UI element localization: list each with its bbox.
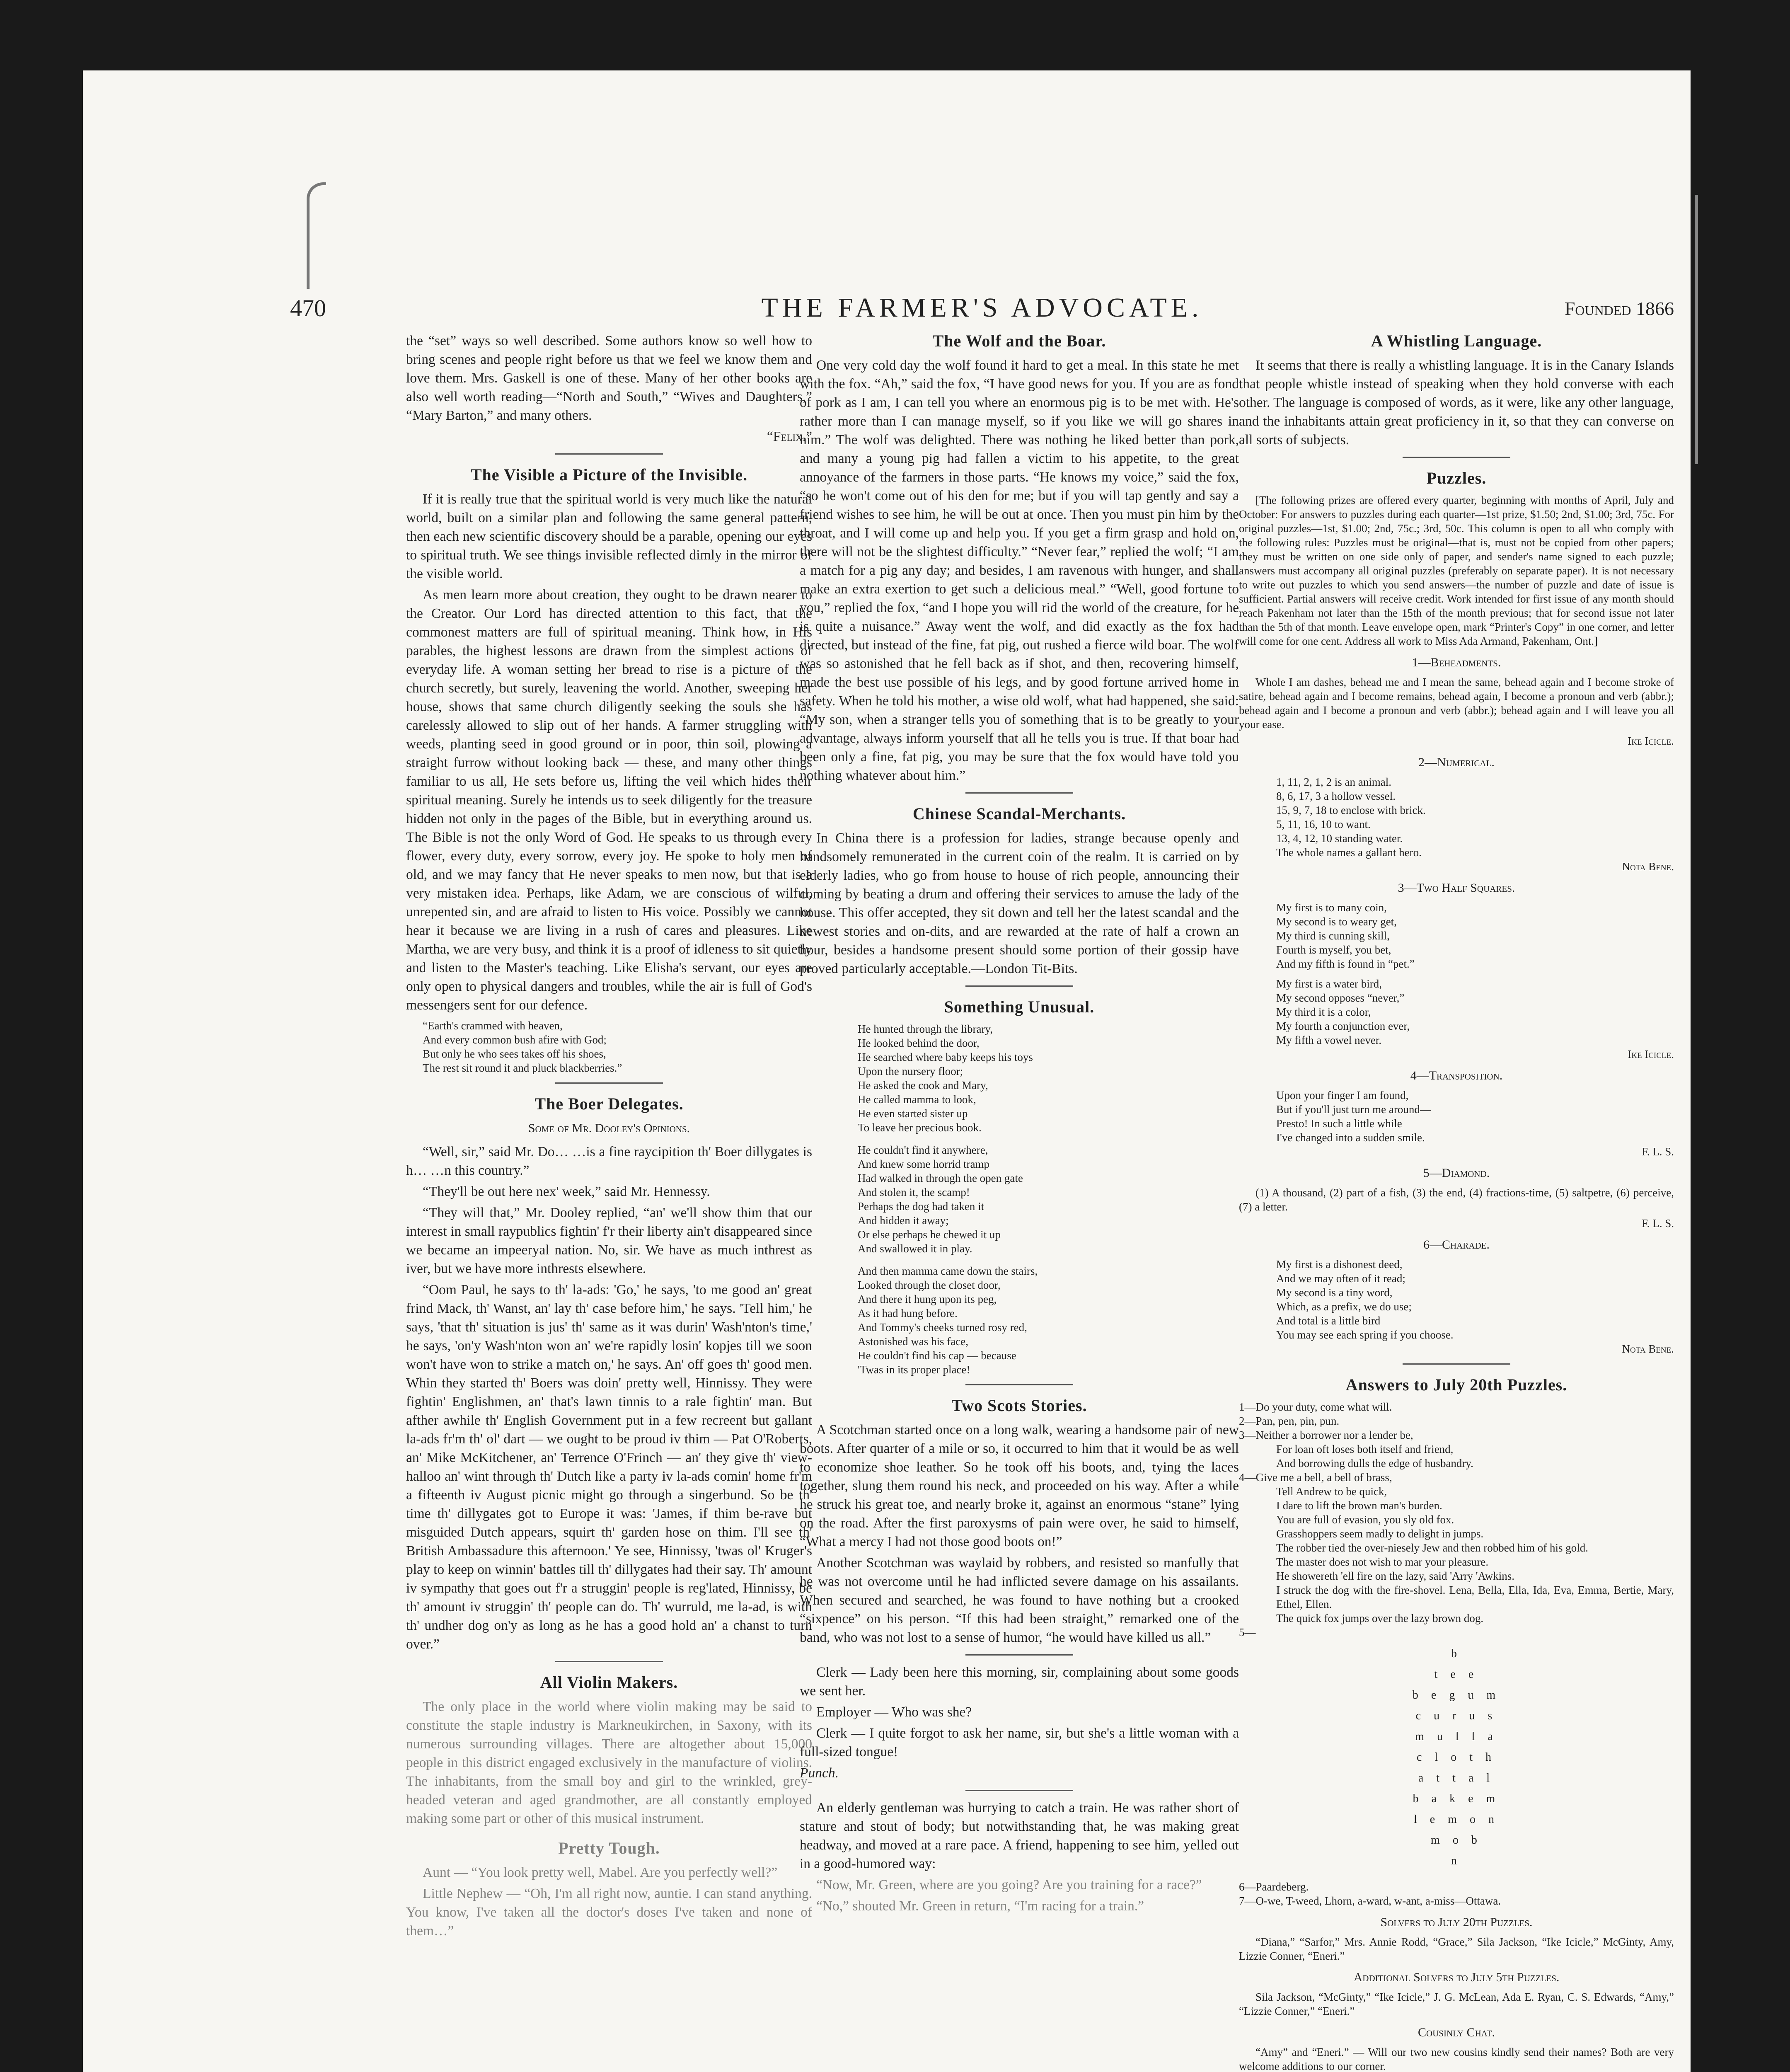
verse-line: Perhaps the dog had taken it: [858, 1200, 984, 1213]
puzzle-text: (1) A thousand, (2) part of a fish, (3) the end, (4) fractions-time, (5) saltpetre, (6) perceive, (7) a letter.: [1239, 1186, 1674, 1213]
divider: [1403, 1363, 1510, 1365]
paragraph: “Amy” and “Eneri.” — Will our two new cousins kindly send their names? Both are very welcome additions to our corner.: [1239, 2046, 1674, 2072]
puzzle-line: My third is cunning skill,: [1276, 929, 1390, 942]
diamond-row: c l o t h: [1417, 1751, 1496, 1764]
puzzle-line: 8, 6, 17, 3 a hollow vessel.: [1276, 790, 1396, 802]
verse-line: And hidden it away;: [858, 1214, 949, 1227]
puzzle-heading: 4—Transposition.: [1410, 1069, 1503, 1082]
paragraph: “Well, sir,” said Mr. Do… …is a fine raycipition th' Boer dillygates is h… …n this country.”: [406, 1144, 812, 1178]
answer-label: 5—: [1239, 1626, 1256, 1639]
solvers-heading: Solvers to July 20th Puzzles.: [1380, 1915, 1533, 1929]
puzzle-heading: 6—Charade.: [1423, 1238, 1490, 1251]
paragraph: The only place in the world where violin making may be said to constitute the staple industry is Markneukirchen, in Saxony, with its numerous surrounding villages. There are altogether about 15,000 people in this district engaged exclusively in the manufacture of violins. The inhabitants, from the small boy and girl to the wrinkled, grey-headed veteran and aged grandmother, are all constantly employed making some part or other of this musical instrument.: [406, 1699, 812, 1826]
quoted-verse: [423, 1019, 812, 1075]
signature: Ike Icicle.: [1628, 1048, 1674, 1060]
answer-line: Tell Andrew to be quick,: [1276, 1485, 1387, 1498]
diamond-answer: [1239, 1644, 1674, 1871]
verse-line: He asked the cook and Mary,: [858, 1079, 988, 1092]
paragraph: Employer — Who was she?: [816, 1704, 972, 1720]
signature: “Felix.”: [767, 429, 812, 444]
verse-line: And knew some horrid tramp: [858, 1158, 989, 1170]
column-2: [800, 332, 1239, 1918]
paragraph: It seems that there is really a whistling language. It is in the Canary Islands that people whistle instead of speaking when they hold converse with each other. The language is composed of words, as it were, like any other language, and the inhabitants attain great proficiency in it, so that they can converse on all sorts of subjects.: [1239, 358, 1674, 448]
puzzle-line: You may see each spring if you choose.: [1276, 1329, 1454, 1341]
verse-line: As it had hung before.: [858, 1307, 958, 1319]
puzzle-lines: [1239, 775, 1674, 859]
puzzle-line: Fourth is myself, you bet,: [1276, 944, 1391, 956]
verse-line: He searched where baby keeps his toys: [858, 1051, 1033, 1063]
paragraph: As men learn more about creation, they ought to be drawn nearer to the Creator. Our Lord has directed attention to this fact, that the commonest matters are full of spiritual meaning. Think how, in His parables, the highest lessons are drawn from the simplest actions of everyday life. A woman setting her bread to rise is a picture of the church secretly, but surely, leavening the world. Another, sweeping her house, shows that same church diligently seeking the souls she has carelessly allowed to slip out of her hands. A farmer struggling with weeds, planting seed in good ground or in poor, thin soil, plowing a straight furrow without looking back — these, and many other things familiar to us all, He sets before us, lifting the veil which hides their spiritual meaning. Surely he intends us to seek diligently for the treasure hidden not only in the pages of the Bible, but in everything around us. The Bible is not the only Word of God. He speaks to us through every flower, every duty, every sorrow, every joy. He spoke to holy men of old, and we may fancy that He never speaks to men now, but that is a very mistaken idea. Perhaps, like Adam, we are conscious of wilful, unrepented sin, and are afraid to listen to His voice. Possibly we cannot hear it because we are living in a rush of cares and pleasures. Like Martha, we are very busy, and think it is a proof of idleness to sit quietly and listen to the Master's teaching. Like Elisha's servant, our eyes are only open to physical dangers and troubles, while the air is full of God's messengers sent for our defence.: [406, 587, 812, 1013]
answer-line: The robber tied the over-niesely Jew and then robbed him of his gold.: [1276, 1542, 1589, 1554]
diamond-row: n: [1451, 1854, 1462, 1867]
verse-line: And stolen it, the scamp!: [858, 1186, 970, 1198]
paragraph: Another Scotchman was waylaid by robbers, and resisted so manfully that he was not overcome until he had inflicted severe damage on his assailants. When secured and searched, he was found to have nothing but a crooked “sixpence” on his person. “If this had been straight,” remarked one of the band, who was not lost to a sense of humor, “he would have killed us all.”: [800, 1555, 1239, 1645]
diamond-row: b a k e m: [1413, 1792, 1500, 1805]
verse-line: Or else perhaps he chewed it up: [858, 1228, 1001, 1241]
founded-label: Founded 1866: [1564, 298, 1674, 319]
verse-line: He looked behind the door,: [858, 1037, 980, 1049]
verse-line: He hunted through the library,: [858, 1023, 993, 1035]
article-title-violin: All Violin Makers.: [540, 1673, 678, 1692]
answer-line: 4—Give me a bell, a bell of brass,: [1239, 1471, 1392, 1484]
puzzle-line: The whole names a gallant hero.: [1276, 846, 1422, 859]
answer-line: I dare to lift the brown man's burden.: [1276, 1499, 1442, 1512]
masthead-title: THE FARMER'S ADVOCATE.: [761, 293, 1203, 323]
section-title-answers: Answers to July 20th Puzzles.: [1345, 1375, 1567, 1394]
verse-line: And then mamma came down the stairs,: [858, 1265, 1038, 1277]
paragraph: An elderly gentleman was hurrying to catch a train. He was rather short of stature and stout of body; but notwithstanding that, he was making great headway, and moved at a rare pace. A friend, happening to see him, yelled out in a good-humored way:: [800, 1800, 1239, 1871]
puzzle-line: My second opposes “never,”: [1276, 992, 1405, 1004]
diamond-row: b e g u m: [1412, 1689, 1501, 1702]
verse-line: “Earth's crammed with heaven,: [423, 1019, 563, 1032]
diamond-row: b: [1451, 1647, 1462, 1660]
article-title-whistling: A Whistling Language.: [1371, 332, 1542, 350]
verse-line: He couldn't find his cap — because: [858, 1349, 1016, 1362]
verse-line: He couldn't find it anywhere,: [858, 1144, 988, 1156]
solvers-list: Sila Jackson, “McGinty,” “Ike Icicle,” J. G. McLean, Ada E. Ryan, C. S. Edwards, “Amy,” “Lizzie Conner,” “Eneri.”: [1239, 1991, 1674, 2017]
answer-line: 2—Pan, pen, pin, pun.: [1239, 1415, 1340, 1427]
verse-line: He even started sister up: [858, 1107, 968, 1120]
puzzle-line: My first is a dishonest deed,: [1276, 1258, 1403, 1271]
paragraph: Clerk — I quite forgot to ask her name, sir, but she's a little woman with a full-sized tongue!: [800, 1726, 1239, 1760]
puzzle-line: 15, 9, 7, 18 to enclose with brick.: [1276, 804, 1426, 816]
puzzle-lines: [1239, 1088, 1674, 1145]
paragraph: A Scotchman started once on a long walk, wearing a handsome pair of new boots. After quarter of a mile or so, it occurred to him that it would be as well to economize shoe leather. So he took off his boots, and, tying the laces together, slung them round his neck, and proceeded on his way. After a while he struck his great toe, and nearly broke it, against an enormous “stane” lying on the road. After the first paroxysms of pain were over, he said to himself, “What a mercy I had not those good boots on!”: [800, 1422, 1239, 1549]
verse-line: Astonished was his face,: [858, 1335, 968, 1348]
paragraph: Little Nephew — “Oh, I'm all right now, auntie. I can stand anything. You know, I've taken all the doctor's doses I've taken and none of them…”: [406, 1886, 812, 1939]
paragraph: the “set” ways so well described. Some authors know so well how to bring scenes and people right before us that we feel we know them and love them. Mrs. Gaskell is one of these. Many of her other books are also well worth reading—“North and South,” “Wives and Daughters,” “Mary Barton,” and many others.: [406, 333, 812, 423]
answer-line: 3—Neither a borrower nor a lender be,: [1239, 1429, 1413, 1441]
answer-line: For loan oft loses both itself and friend,: [1276, 1443, 1454, 1455]
puzzle-line: Presto! In such a little while: [1276, 1117, 1402, 1130]
puzzle-line: I've changed into a sudden smile.: [1276, 1131, 1425, 1144]
signature: Ike Icicle.: [1628, 735, 1674, 747]
puzzle-lines: [1239, 1257, 1674, 1342]
puzzle-line: Which, as a prefix, we do use;: [1276, 1300, 1412, 1313]
answer-line: You are full of evasion, you sly old fox.: [1276, 1513, 1454, 1526]
verse-line: But only he who sees takes off his shoes,: [423, 1048, 606, 1060]
puzzle-line: But if you'll just turn me around—: [1276, 1103, 1431, 1116]
paragraph: One very cold day the wolf found it hard to get a meal. In this state he met with the fox. “Ah,” said the fox, “I have good news for you. If you are as fond of pork as I am, I can tell you where an enormous pig is to be met with. He's rather more than I can manage myself, so if you like we will go shares in him.” The wolf was delighted. There was nothing he liked better than pork, and many a young pig had fallen a victim to his appetite, to the great annoyance of the farmers in those parts. “He knows my voice,” said the fox, “so he won't come out of his den for me; but if you will tap gently and say a friend wishes to see him, he will be out at once. Then you must pin him by the throat, and I will come up and help you. If you get a firm grasp and hold on, there will not be the slightest difficulty.” “Never fear,” replied the wolf; “I am a match for a pig any day; and besides, I am ravenous with hunger, and shall make an extra exertion to get such a delicious meal.” “Well, good fortune to you,” replied the fox, “and I hope you will rid the world of the creature, for he is quite a nuisance.” Away went the wolf, and did exactly as the fox had directed, but instead of the fine, fat pig, out rushed a fierce wild boar. The wolf was so astonished that he fell back as if shot, and then, recovering himself, made the best use possible of his legs, and by good fortune arrived home in safety. When he told his mother, a wise old wolf, what had happened, she said: “My son, when a stranger tells you of something that is to be greatly to your advantage, always inform yourself that all he tells you is true. If that boar had been only a fine, fat pig, you may be sure that the fox would have told you nothing whatever about him.”: [800, 358, 1239, 783]
article-title-wolf: The Wolf and the Boar.: [932, 332, 1106, 350]
puzzle-line: My first is to many coin,: [1276, 901, 1387, 914]
divider: [555, 453, 663, 455]
additional-solvers-heading: Additional Solvers to July 5th Puzzles.: [1353, 1970, 1560, 1984]
puzzle-line: And my fifth is found in “pet.”: [1276, 958, 1415, 970]
verse-line: 'Twas in its proper place!: [858, 1363, 970, 1376]
puzzle-line: 5, 11, 16, 10 to want.: [1276, 818, 1371, 830]
diamond-row: m o b: [1431, 1834, 1482, 1847]
answer-line: He showereth 'ell fire on the lazy, said 'Arry 'Awkins.: [1276, 1570, 1514, 1582]
diamond-row: l e m o n: [1414, 1813, 1499, 1826]
verse-line: And there it hung upon its peg,: [858, 1293, 997, 1305]
divider: [965, 1654, 1073, 1656]
article-title-pretty-tough: Pretty Tough.: [558, 1839, 660, 1857]
answers-list: [1239, 1400, 1674, 1639]
puzzle-lines: [1239, 900, 1674, 1047]
paragraph: “No,” shouted Mr. Green in return, “I'm racing for a train.”: [816, 1898, 1144, 1914]
answer-line: Grasshoppers seem madly to delight in jumps.: [1276, 1527, 1484, 1540]
puzzle-line: And total is a little bird: [1276, 1314, 1381, 1327]
puzzle-rules: [The following prizes are offered every quarter, beginning with months of April, July and October: For answers to puzzles during each quarter—1st prize, $1.50; 2nd, $1.00; 3rd, 75c. For original puzzles—1st, $1.00; 2nd, 75c.; 3rd, 50c. This column is open to all who comply with the following rules: Puzzles must be original—that is, must not be copied from other papers; they must be written on one side only of paper, and sender's name signed to each puzzle; answers must accompany all original puzzles (preferably on separate paper). It is not necessary to write out puzzles to which you send answers—the number of puzzle and date of issue is sufficient. Partial answers will receive credit. Work intended for first issue of any month should reach Pakenham not later than the 15th of the month previous; that for second issue not later than the 5th of that month. Leave envelope open, mark “Printer's Copy” in one corner, and letter will come for one cent. Address all work to Miss Ada Armand, Pakenham, Ont.]: [1239, 494, 1674, 647]
signature: F. L. S.: [1641, 1145, 1674, 1158]
paragraph: “They'll be out here nex' week,” said Mr. Hennessy.: [423, 1184, 710, 1199]
puzzle-line: 13, 4, 12, 10 standing water.: [1276, 832, 1403, 845]
verse-line: Had walked in through the open gate: [858, 1172, 1023, 1184]
answer-line: 7—O-we, T-weed, Lhorn, a-ward, w-ant, a-miss—Ottawa.: [1239, 1895, 1501, 1907]
column-3: [1239, 332, 1674, 2072]
poem: [858, 1022, 1239, 1377]
verse-line: And Tommy's cheeks turned rosy red,: [858, 1321, 1027, 1334]
answer-line: I struck the dog with the fire-shovel. Lena, Bella, Ella, Ida, Eva, Emma, Bertie, Mary, Ethel, Ellen.: [1276, 1584, 1674, 1610]
diamond-row: t e e: [1434, 1668, 1479, 1681]
puzzle-line: And we may often of it read;: [1276, 1272, 1405, 1285]
binding-edge-mark: [1695, 195, 1698, 464]
paragraph: Aunt — “You look pretty well, Mabel. Are you perfectly well?”: [423, 1865, 778, 1880]
page-number: 470: [290, 295, 326, 322]
verse-line: Upon the nursery floor;: [858, 1065, 963, 1077]
answer-line: And borrowing dulls the edge of husbandry.: [1276, 1457, 1473, 1469]
answer-line: 6—Paardeberg.: [1239, 1881, 1309, 1893]
paragraph: “They will that,” Mr. Dooley replied, “an' we'll show thim that our interest in small raypublics fightin' f'r their liberty ain't disappeared since we became an impeeryal nation. No, sir. We have as much inthrest as iver, but we have more inthrests elsewhere.: [406, 1205, 812, 1276]
paragraph: “Oom Paul, he says to th' la-ads: 'Go,' he says, 'to me good an' great frind Mack, th' Wanst, an' lay th' case before him,' he says. 'Tell him,' he says, 'that th' situation is jus' th' same as it was durin' Wash'nton's time,' he says, 'on'y Wash'nton won an' we're rapidly losin' kopjes till we soon won't have won to strike a match on,' he says. An' off goes th' good men. Whin they started th' Boers was doin' pretty well, Hinnissy. They were fightin' Englishmen, an' that's lawn tinnis to a rale fightin' man. But afther awhile th' English Government put in a few recreent but gallant la-ads fr'm th' ol' dart — we ought to be proud iv thim — Pat O'Roberts, an' Mike McKitchener, an' Terrence O'Frinch — an' they give th' view-halloo an' wint through th' Dutch like a party iv la-ads comin' home fr'm a fifteenth iv August picnic might go through a singerbund. So be th' time th' dillygates got to Europe it was: 'James, if thim be-rave but misguided Dutch appears, squirt th' garden hose on thim. I'll see th' British Ambassadure this afternoon.' Ye see, Hinnissy, 'twas ol' Kruger's play to keep on winnin' battles till th' dillygates had their say. Th' amount iv sympathy that goes out f'r a struggin' people is reg'lated, Hinnissy, be th' amount iv struggin' th' people can do. Th' wurruld, me la-ad, is with th' undher dog on'y as long as he has a good hold an' a chanst to turn over.”: [406, 1282, 812, 1652]
divider: [1403, 457, 1510, 458]
source-credit: Punch.: [800, 1765, 839, 1781]
signature: Nota Bene.: [1622, 860, 1674, 873]
divider: [965, 1384, 1073, 1385]
verse-line: The rest sit round it and pluck blackberries.”: [423, 1062, 622, 1074]
diamond-row: c u r u s: [1415, 1709, 1497, 1722]
verse-line: He called mamma to look,: [858, 1093, 976, 1106]
puzzle-line: My second is a tiny word,: [1276, 1286, 1393, 1299]
verse-line: To leave her precious book.: [858, 1121, 982, 1134]
answers-list-end: [1239, 1880, 1674, 1908]
divider: [965, 1790, 1073, 1791]
verse-line: And every common bush afire with God;: [423, 1034, 607, 1046]
answer-line: The master does not wish to mar your pleasure.: [1276, 1556, 1489, 1568]
puzzle-text: Whole I am dashes, behead me and I mean the same, behead again and I become stroke of satire, behead again and I become remains, behead again, I become a pronoun and verb (abbr.); behead again and I become a pronoun and verb (abbr.); behead again and I will leave you all your ease.: [1239, 676, 1674, 731]
divider: [965, 792, 1073, 794]
article-title-chinese: Chinese Scandal-Merchants.: [912, 804, 1126, 823]
answer-line: The quick fox jumps over the lazy brown dog.: [1276, 1612, 1484, 1624]
solvers-list: “Diana,” “Sarfor,” Mrs. Annie Rodd, “Grace,” Sila Jackson, “Ike Icicle,” McGinty, Amy, Lizzie Conner, “Eneri.”: [1239, 1936, 1674, 1962]
puzzle-heading: 3—Two Half Squares.: [1398, 881, 1515, 895]
divider: [555, 1082, 663, 1084]
signature: Nota Bene.: [1622, 1343, 1674, 1355]
divider: [555, 1661, 663, 1662]
column-1: [406, 332, 812, 1943]
puzzle-line: 1, 11, 2, 1, 2 is an animal.: [1276, 776, 1391, 788]
article-title-boer: The Boer Delegates.: [535, 1094, 684, 1113]
article-title-unusual: Something Unusual.: [944, 997, 1095, 1016]
paragraph: In China there is a profession for ladies, strange because openly and handsomely remunerated in the current coin of the realm. It is carried on by elderly ladies, who go from house to house of rich people, announcing their coming by beating a drum and offering their services to amuse the lady of the house. This offer accepted, they sit down and tell her the latest scandal and the newest stories and on-dits, and are rewarded at the rate of half a crown an hour, besides a handsome present should some portion of their gossip have proved particularly acceptable.—London Tit-Bits.: [800, 830, 1239, 976]
page-curl-mark: [307, 182, 326, 289]
signature: F. L. S.: [1641, 1217, 1674, 1230]
diamond-row: a t t a l: [1418, 1772, 1495, 1784]
paragraph: If it is really true that the spiritual world is very much like the natural world, built on a similar plan and following the same general pattern, then each new scientific discovery should be a parable, opening our eyes to spiritual truth. We see things invisible reflected dimly in the mirror of the visible world.: [406, 491, 812, 581]
section-title-puzzles: Puzzles.: [1426, 469, 1487, 487]
puzzle-line: My third it is a color,: [1276, 1006, 1371, 1018]
answer-line: 1—Do your duty, come what will.: [1239, 1401, 1392, 1413]
puzzle-heading: 1—Beheadments.: [1412, 656, 1501, 669]
puzzle-line: My fifth a vowel never.: [1276, 1034, 1382, 1046]
verse-line: Looked through the closet door,: [858, 1279, 1001, 1291]
puzzle-line: My second is to weary get,: [1276, 915, 1397, 928]
article-title-visible: The Visible a Picture of the Invisible.: [470, 465, 748, 484]
puzzle-heading: 2—Numerical.: [1418, 755, 1495, 769]
diamond-row: m u l l a: [1415, 1730, 1498, 1743]
puzzle-line: My fourth a conjunction ever,: [1276, 1020, 1410, 1032]
paragraph: “Now, Mr. Green, where are you going? Are you training for a race?”: [816, 1877, 1202, 1893]
paragraph: Clerk — Lady been here this morning, sir, complaining about some goods we sent her.: [800, 1665, 1239, 1699]
divider: [965, 985, 1073, 987]
cousinly-chat-heading: Cousinly Chat.: [1418, 2026, 1495, 2039]
article-title-scots: Two Scots Stories.: [951, 1396, 1087, 1415]
puzzle-line: My first is a water bird,: [1276, 978, 1382, 990]
puzzle-line: Upon your finger I am found,: [1276, 1089, 1409, 1101]
article-subtitle: Some of Mr. Dooley's Opinions.: [528, 1121, 690, 1135]
verse-line: And swallowed it in play.: [858, 1242, 972, 1255]
puzzle-heading: 5—Diamond.: [1423, 1166, 1490, 1180]
